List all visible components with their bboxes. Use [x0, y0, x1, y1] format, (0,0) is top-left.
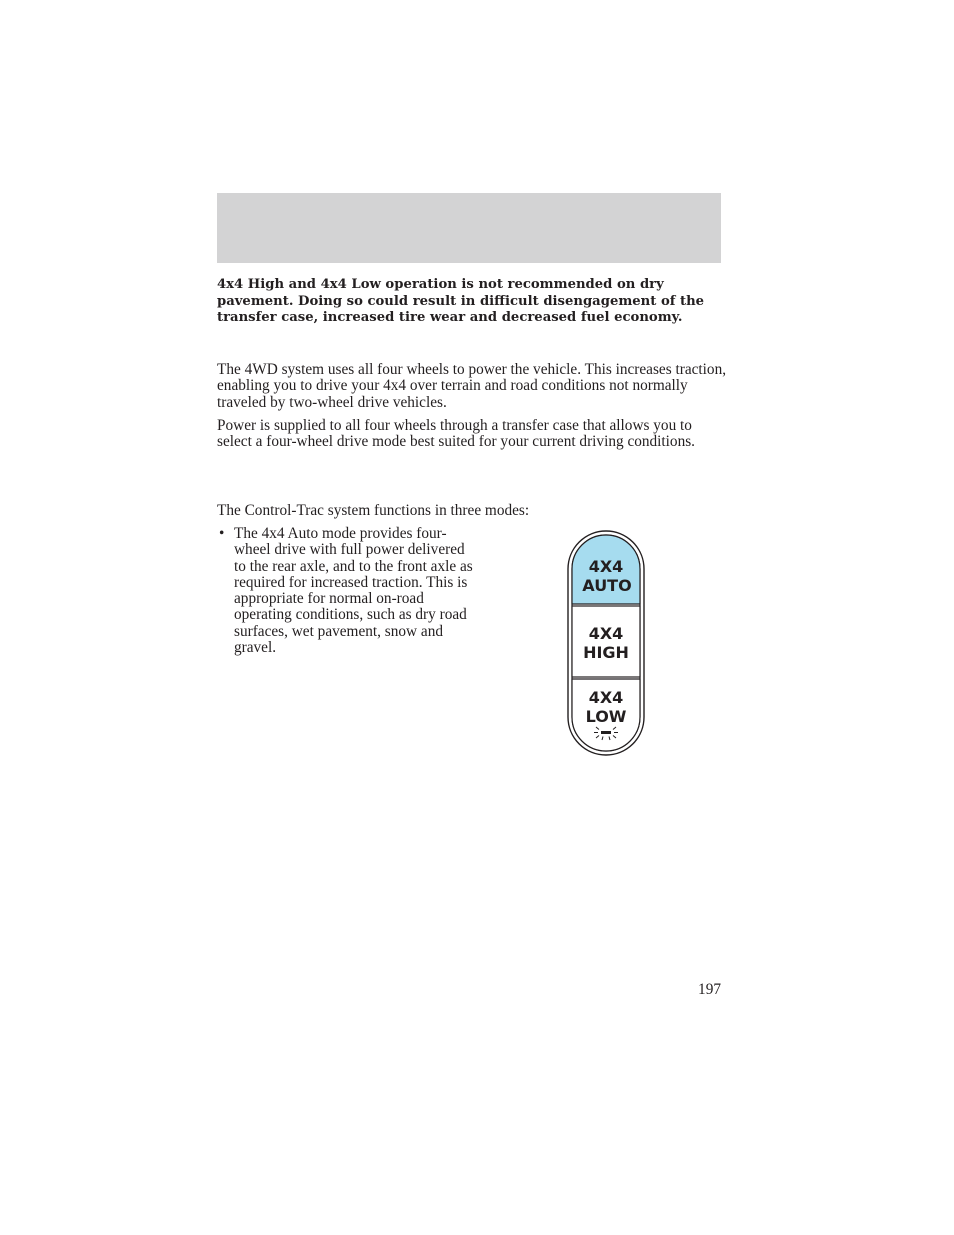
paragraph-control-trac-intro: The Control-Trac system functions in three modes:: [217, 502, 530, 519]
modes-bullet-list: [217, 526, 477, 656]
switch-auto-label-line1: 4X4: [588, 557, 624, 576]
switch-auto-label-line2: AUTO: [582, 576, 632, 595]
section-header-band: [217, 193, 721, 263]
list-item: [217, 526, 477, 656]
switch-low-label-line2: LOW: [585, 707, 627, 726]
bullet-text: The 4x4 Auto mode provides four-wheel drive with full power delivered to the rear axle, and to the front axle as required for increased traction. This is appropriate for normal on-road operating conditions, such as dry road surfaces, wet pavement, snow and gravel.: [234, 525, 473, 657]
page-number: 197: [698, 981, 721, 998]
bullet-marker: •: [219, 525, 225, 542]
switch-low-label-line1: 4X4: [588, 688, 624, 707]
switch-high-label-line1: 4X4: [588, 624, 624, 643]
switch-high-label-line2: HIGH: [583, 643, 629, 662]
warning-text: 4x4 High and 4x4 Low operation is not recommended on dry pavement. Doing so could result in difficult disengagement of the transfer case, increased tire wear and decreased fuel economy.: [217, 277, 705, 326]
paragraph-transfer-case: Power is supplied to all four wheels through a transfer case that allows you to select a four-wheel drive mode best suited for your current driving conditions.: [217, 417, 696, 451]
paragraph-4wd-system: The 4WD system uses all four wheels to power the vehicle. This increases traction, enabling you to drive your 4x4 over terrain and road conditions not normally traveled by two-wheel drive vehicles.: [217, 361, 727, 411]
control-trac-switch-illustration: [566, 529, 646, 757]
